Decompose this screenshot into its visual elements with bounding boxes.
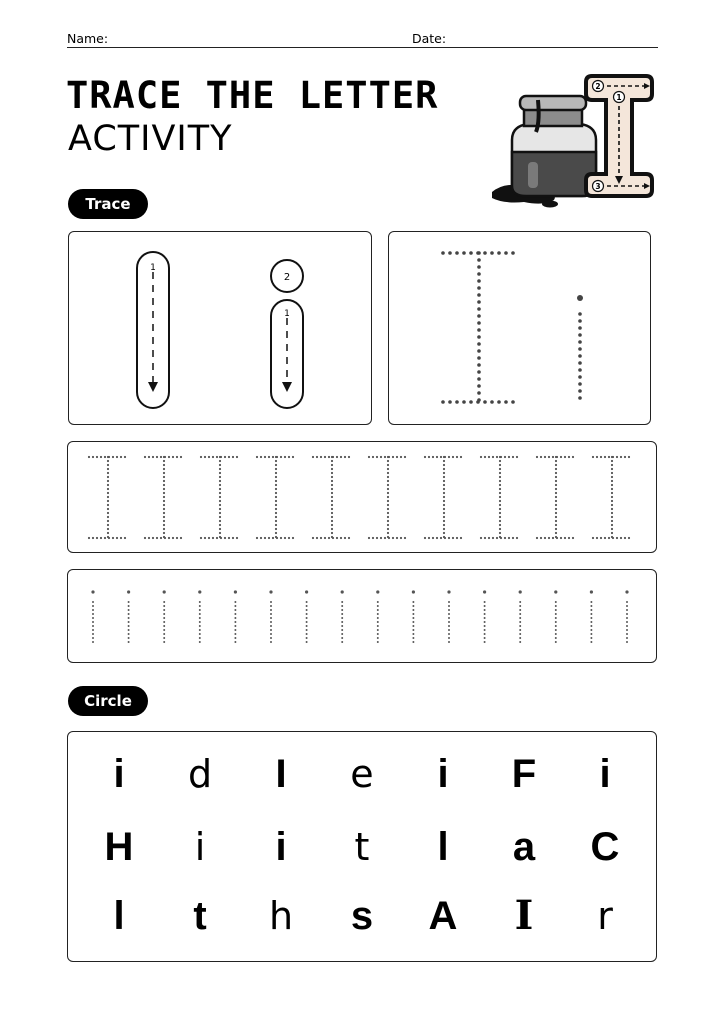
illustration (484, 70, 660, 212)
grid-letter[interactable]: a (512, 825, 536, 869)
lowercase-practice-row (67, 569, 657, 663)
dotted-lowercase-i-trace (554, 590, 557, 646)
dotted-lowercase-i-trace (234, 590, 237, 646)
grid-letter[interactable]: i (599, 752, 611, 796)
stroke-step-l: 1 (150, 263, 156, 273)
dotted-uppercase-I-trace (89, 457, 127, 538)
grid-letter[interactable]: A (428, 894, 458, 938)
trace-section-label: Trace (68, 189, 148, 219)
dotted-uppercase-I (443, 253, 515, 402)
lowercase-i-stroke-guide (271, 260, 303, 408)
stroke-number-3: 3 (595, 182, 601, 191)
grid-letter[interactable]: t (193, 894, 207, 938)
dotted-uppercase-I-trace (257, 457, 295, 538)
dotted-lowercase-i-trace (447, 590, 450, 646)
circle-letter-grid (67, 731, 657, 962)
circle-section-label: Circle (68, 686, 148, 716)
uppercase-practice-row (67, 441, 657, 553)
stroke-step-i-stem: 1 (284, 309, 290, 319)
dotted-lowercase-i-trace (198, 590, 201, 646)
page-title: TRACE THE LETTER (66, 74, 439, 117)
stroke-step-i-dot: 2 (283, 272, 291, 283)
dotted-lowercase-i-trace (590, 590, 593, 646)
dotted-letter-panel (388, 231, 651, 425)
grid-letter[interactable]: h (268, 894, 294, 938)
dotted-uppercase-I-trace (369, 457, 407, 538)
dotted-lowercase-i-trace (341, 590, 344, 646)
grid-letter[interactable]: i (113, 752, 125, 796)
dotted-uppercase-I-trace (481, 457, 519, 538)
dotted-uppercase-I-trace (537, 457, 575, 538)
dotted-lowercase-i-trace (127, 590, 130, 646)
stroke-number-2: 2 (595, 82, 601, 91)
grid-letter[interactable]: l (113, 894, 125, 938)
letter-grid (68, 732, 656, 961)
dotted-lowercase-i-trace (483, 590, 486, 646)
page-subtitle: ACTIVITY (68, 119, 233, 159)
grid-letter[interactable]: r (597, 894, 613, 938)
name-label: Name: (67, 31, 109, 46)
dotted-lowercase-i-trace (519, 590, 522, 646)
grid-letter[interactable]: i (194, 825, 206, 869)
grid-letter[interactable]: t (354, 825, 370, 869)
dotted-lowercase-i-trace (625, 590, 628, 646)
dotted-lowercase-i (577, 295, 583, 404)
dotted-lowercase-i-trace (269, 590, 272, 646)
dotted-uppercase-I-trace (593, 457, 631, 538)
grid-letter[interactable]: d (187, 752, 213, 796)
dotted-lowercase-i-trace (91, 590, 94, 646)
dotted-uppercase-I-trace (425, 457, 463, 538)
dotted-uppercase-I-trace (145, 457, 183, 538)
stroke-number-1: 1 (616, 93, 622, 102)
stroke-order-panel (68, 231, 372, 425)
grid-letter[interactable]: e (350, 752, 374, 796)
dotted-lowercase-i-trace (305, 590, 308, 646)
lowercase-l-stroke-guide (137, 252, 169, 408)
dotted-uppercase-I-trace (313, 457, 351, 538)
date-label: Date: (412, 31, 447, 46)
ink-bottle-icon (492, 96, 596, 208)
grid-letter[interactable]: i (275, 825, 287, 869)
grid-letter[interactable]: s (350, 894, 374, 938)
grid-letter[interactable]: H (104, 825, 134, 869)
grid-letter[interactable]: F (511, 752, 537, 796)
dotted-uppercase-I-trace (201, 457, 239, 538)
name-date-line (67, 30, 658, 48)
grid-letter[interactable]: I (275, 752, 287, 796)
grid-letter[interactable]: C (590, 825, 620, 869)
grid-letter[interactable]: l (437, 825, 449, 869)
grid-letter[interactable]: i (437, 752, 449, 796)
dotted-lowercase-i-trace (163, 590, 166, 646)
grid-letter[interactable]: I (514, 892, 534, 939)
dotted-lowercase-i-trace (412, 590, 415, 646)
dotted-lowercase-i-trace (376, 590, 379, 646)
